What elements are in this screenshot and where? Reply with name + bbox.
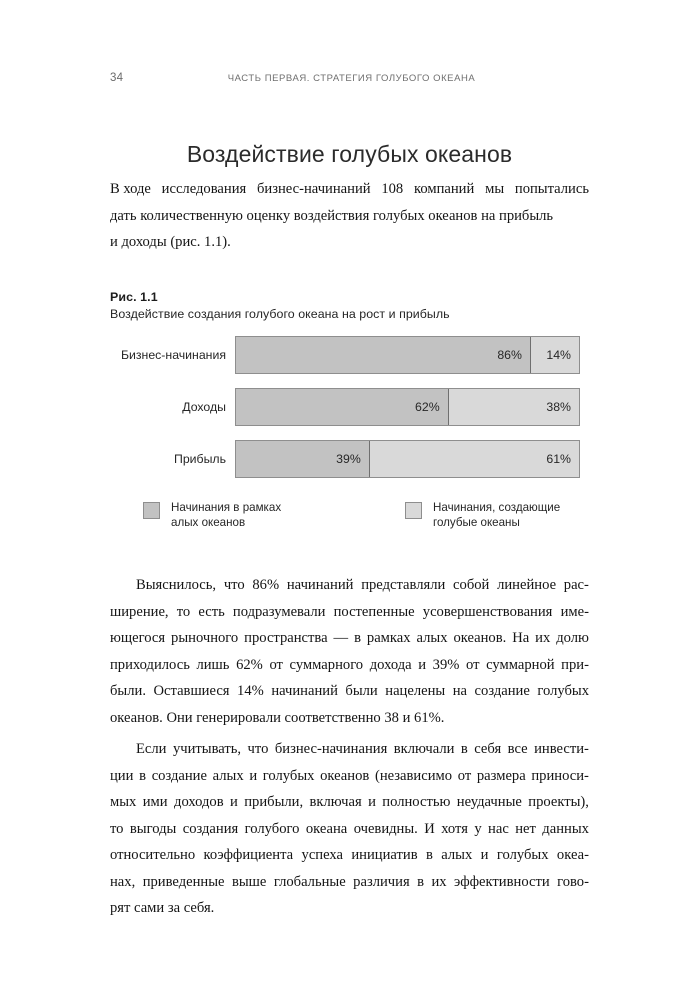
body-paragraph-1 — [110, 572, 589, 731]
text-run: и — [480, 847, 489, 863]
text-run: И — [424, 820, 435, 837]
text-run: исследования — [161, 181, 247, 197]
running-head — [110, 70, 589, 86]
text-run: име- — [560, 603, 589, 620]
text-run: в — [425, 847, 433, 863]
text-run: и — [249, 767, 258, 784]
chart-bar-row — [110, 388, 580, 426]
text-run: На — [512, 630, 530, 646]
legend-label-line1: Начинания, создающие — [433, 501, 561, 514]
text-run: относительно — [110, 847, 196, 863]
text-run: компаний — [413, 181, 475, 197]
bar-value-label: 14% — [546, 348, 571, 362]
text-line — [110, 599, 589, 626]
text-run: ции — [110, 767, 134, 784]
text-run: рамках — [366, 630, 411, 646]
text-run: рыночного — [171, 630, 239, 646]
chart-bar-row — [110, 336, 580, 374]
text-run: выгоды — [129, 820, 177, 837]
text-run: данных — [542, 820, 589, 837]
legend-swatch-red-ocean — [143, 502, 160, 519]
text-run: от — [466, 656, 480, 673]
text-run: их — [535, 630, 551, 646]
text-run: нацелены — [385, 683, 446, 699]
text-run: от — [457, 767, 472, 784]
body-paragraph-2 — [110, 736, 589, 922]
text-run: рас- — [563, 577, 589, 593]
text-run: включали — [393, 741, 455, 757]
text-run: создание — [474, 683, 530, 699]
text-line — [110, 842, 589, 869]
text-run: успеха — [301, 847, 343, 863]
bar-segment-red-ocean — [236, 441, 370, 477]
text-run: океана — [305, 820, 348, 837]
text-run: создания — [182, 820, 239, 837]
text-run: океанов. — [453, 630, 507, 646]
text-run: ими — [142, 794, 168, 810]
bar-value-label: 62% — [415, 400, 440, 414]
text-run: постепенные — [333, 603, 415, 620]
text-run: линейное — [497, 577, 557, 593]
chart-category-label: Доходы — [182, 400, 226, 414]
text-run: алых — [212, 767, 244, 784]
text-line — [110, 176, 589, 203]
legend-item — [405, 500, 560, 530]
figure-subtitle: Воздействие создания голубого океана на рост и прибыль — [110, 307, 450, 321]
text-run: алых — [441, 847, 473, 863]
text-run: приходилось — [110, 656, 190, 673]
chart-bar-row — [110, 440, 580, 478]
text-line — [110, 763, 589, 790]
text-run: создание — [151, 767, 207, 784]
text-run: долю — [556, 630, 589, 646]
text-run: проекты), — [528, 794, 589, 810]
text-run: прибыли, — [244, 794, 304, 810]
bar-segment-blue-ocean — [370, 441, 579, 477]
legend-label — [433, 500, 560, 530]
text-run: есть — [198, 603, 225, 620]
text-run: то — [110, 820, 124, 837]
text-run: нах, — [110, 873, 136, 890]
text-run: полностью — [382, 794, 451, 810]
text-run: мы — [485, 181, 505, 197]
text-run: у — [474, 820, 482, 837]
stacked-bar-chart — [110, 336, 580, 492]
text-run: их — [431, 873, 447, 890]
chart-category-label: Бизнес-начинания — [120, 348, 226, 362]
intro-paragraph — [110, 176, 589, 256]
text-run: Выяснилось, — [136, 577, 217, 593]
text-run: коэффициента — [203, 847, 294, 863]
text-run: себя — [474, 741, 502, 757]
text-run: все — [507, 741, 528, 757]
text-run: были — [345, 683, 378, 699]
text-run: в — [139, 767, 147, 784]
text-run: лишь — [196, 656, 230, 673]
text-run: на — [452, 683, 468, 699]
text-line: и доходы (рис. 1.1). — [110, 234, 231, 250]
text-run: неудачные — [456, 794, 522, 810]
text-run: (независимо — [374, 767, 453, 784]
text-run: Если — [136, 741, 167, 757]
bar-value-label: 61% — [546, 452, 571, 466]
text-line: океанов. Они генерировали соответственно 38 и 61%. — [110, 709, 445, 726]
text-run: были. — [110, 683, 146, 699]
bar-segment-blue-ocean — [531, 337, 579, 373]
text-run: от — [269, 656, 283, 673]
text-run: что — [247, 741, 269, 757]
bar-value-label: 38% — [546, 400, 571, 414]
text-run: и — [418, 656, 427, 673]
text-run: океанов — [320, 767, 370, 784]
text-run: и — [230, 794, 238, 810]
bar-value-label: 86% — [497, 348, 522, 362]
text-run: что — [223, 577, 245, 593]
text-run: различия — [353, 873, 410, 890]
text-run: суммарной — [486, 656, 555, 673]
text-run: ющегося — [110, 630, 166, 646]
text-run: В ходе — [110, 181, 151, 197]
text-run: 86% — [252, 577, 280, 593]
text-run: голубого — [244, 820, 300, 837]
text-run: в — [460, 741, 468, 757]
text-line — [110, 736, 589, 763]
text-line — [110, 678, 589, 705]
text-run: пространства — [244, 630, 328, 646]
text-run: 108 — [381, 181, 404, 197]
text-run: голубых — [262, 767, 315, 784]
text-run: гово- — [557, 873, 589, 890]
legend-label-line2: алых океанов — [171, 516, 246, 529]
chart-bar-track — [235, 388, 580, 426]
text-run: ширение, — [110, 603, 169, 620]
text-run: 14% — [237, 683, 264, 699]
text-run: учитывать, — [172, 741, 242, 757]
text-run: и — [368, 794, 376, 810]
text-run: 62% — [236, 656, 263, 673]
text-run: то — [176, 603, 191, 620]
text-line — [110, 572, 589, 599]
text-run: в — [417, 873, 425, 890]
text-run: попытались — [514, 181, 589, 197]
text-run: — — [333, 630, 349, 646]
text-run: глобальные — [273, 873, 346, 890]
chart-bar-track — [235, 336, 580, 374]
chart-legend — [143, 500, 593, 530]
text-run: в — [354, 630, 361, 646]
text-run: бизнес-начинаний — [257, 181, 371, 197]
chart-bar-track — [235, 440, 580, 478]
text-run: бизнес-начинания — [274, 741, 388, 757]
text-run: голубых — [496, 847, 549, 863]
text-run: дохода — [369, 656, 412, 673]
text-run: хотя — [441, 820, 468, 837]
legend-label-line2: голубые океаны — [433, 516, 520, 529]
text-run: инициатив — [351, 847, 418, 863]
chart-category-label: Прибыль — [173, 452, 226, 466]
text-run: нас — [488, 820, 509, 837]
text-run: начинаний — [286, 577, 354, 593]
legend-swatch-blue-ocean — [405, 502, 422, 519]
text-run: представляли — [361, 577, 446, 593]
legend-label-line1: Начинания в рамках — [171, 501, 282, 514]
text-run: очевидны. — [353, 820, 418, 837]
text-run: доходов — [174, 794, 224, 810]
bar-segment-red-ocean — [236, 337, 531, 373]
text-run: выше — [231, 873, 267, 890]
text-run: размера — [476, 767, 526, 784]
text-line — [110, 869, 589, 896]
text-run: усовершенствования — [422, 603, 553, 620]
legend-item — [143, 500, 405, 530]
text-run: мых — [110, 794, 137, 810]
text-run: Оставшиеся — [153, 683, 230, 699]
figure-caption — [110, 290, 450, 321]
text-line: рят сами за себя. — [110, 900, 215, 916]
running-head-title: ЧАСТЬ ПЕРВАЯ. СТРАТЕГИЯ ГОЛУБОГО ОКЕАНА — [227, 72, 476, 84]
text-run: алых — [416, 630, 448, 646]
legend-label — [171, 500, 281, 530]
text-line — [110, 789, 589, 816]
page-number: 34 — [110, 72, 124, 84]
text-line — [110, 625, 589, 652]
text-run: начинаний — [271, 683, 338, 699]
text-line — [110, 816, 589, 843]
text-run: голубых — [537, 683, 589, 699]
text-run: эффективности — [454, 873, 550, 890]
text-run: приноси- — [531, 767, 589, 784]
text-run: при- — [561, 656, 589, 673]
page-title: Воздействие голубых океанов — [186, 141, 513, 168]
text-run: подразумевали — [232, 603, 326, 620]
text-run: суммарного — [289, 656, 364, 673]
text-run: нет — [515, 820, 536, 837]
figure-number: Рис. 1.1 — [110, 290, 158, 304]
text-run: собой — [453, 577, 490, 593]
text-run: инвести- — [534, 741, 589, 757]
text-run: приведенные — [142, 873, 225, 890]
text-line — [110, 652, 589, 679]
bar-segment-blue-ocean — [449, 389, 579, 425]
bar-value-label: 39% — [336, 452, 361, 466]
text-run: 39% — [432, 656, 460, 673]
text-run: океа- — [556, 847, 589, 863]
text-line: дать количественную оценку воздействия голубых океанов на прибыль — [110, 207, 554, 224]
text-run: включая — [309, 794, 362, 810]
bar-segment-red-ocean — [236, 389, 449, 425]
